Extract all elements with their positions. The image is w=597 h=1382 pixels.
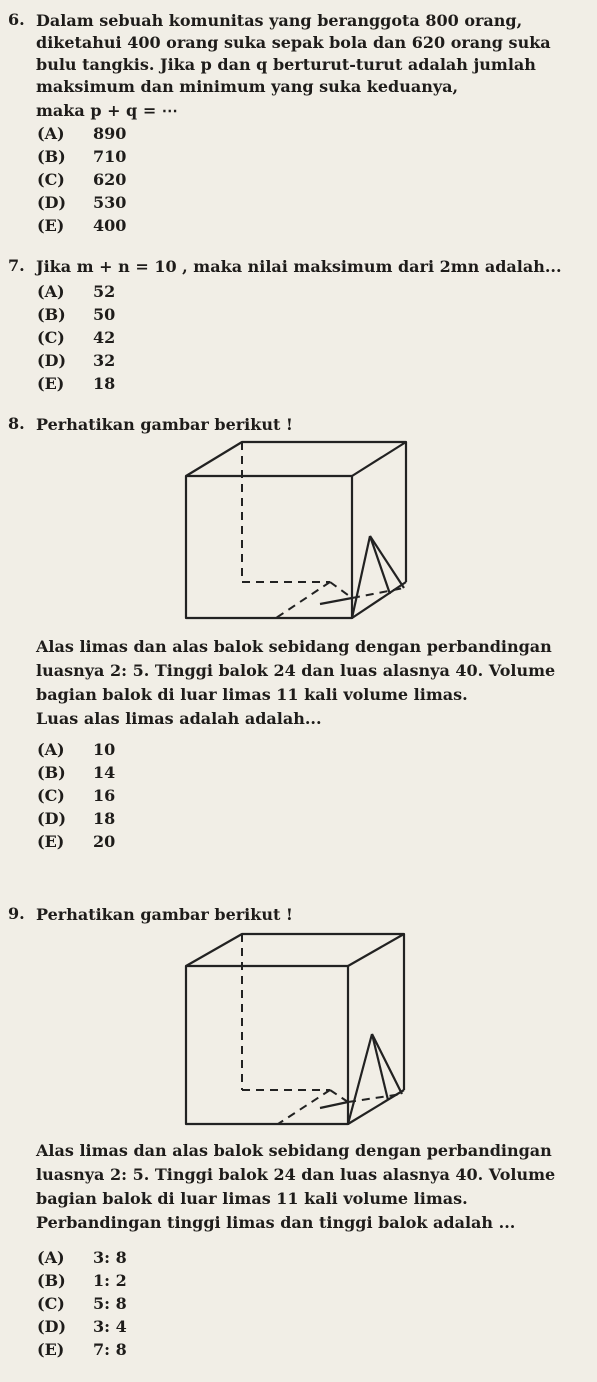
question-text-line: Perbandingan tinggi limas dan tinggi balok adalah ... xyxy=(36,1213,516,1232)
option-label: (E) xyxy=(37,374,65,393)
question-number: 7. xyxy=(8,256,25,275)
option-c[interactable] xyxy=(37,786,115,808)
question-text-line: Alas limas dan alas balok sebidang dengan perbandingan xyxy=(36,1141,552,1160)
cuboid-pyramid-diagram xyxy=(180,438,420,624)
question-text-line: luasnya 2: 5. Tinggi balok 24 dan luas alasnya 40. Volume xyxy=(36,1165,556,1184)
option-e[interactable] xyxy=(37,1340,127,1362)
option-label: (D) xyxy=(37,351,67,370)
option-label: (D) xyxy=(37,809,67,828)
option-label: (B) xyxy=(37,763,66,782)
option-label: (D) xyxy=(37,1317,67,1336)
option-label: (D) xyxy=(37,193,67,212)
option-value: 18 xyxy=(93,374,116,393)
option-d[interactable] xyxy=(37,351,115,373)
option-value: 1: 2 xyxy=(93,1271,127,1290)
option-value: 10 xyxy=(93,740,116,759)
option-label: (C) xyxy=(37,170,65,189)
option-label: (C) xyxy=(37,1294,65,1313)
option-value: 14 xyxy=(93,763,116,782)
option-value: 50 xyxy=(93,305,116,324)
option-value: 890 xyxy=(93,124,127,143)
option-value: 42 xyxy=(93,328,116,347)
question-text-line: bagian balok di luar limas 11 kali volume limas. xyxy=(36,1189,468,1208)
question-number: 9. xyxy=(8,904,25,923)
option-d[interactable] xyxy=(37,809,115,831)
option-d[interactable] xyxy=(37,1317,127,1339)
question-text-line: Dalam sebuah komunitas yang beranggota 800 orang, xyxy=(36,11,523,30)
option-a[interactable] xyxy=(37,282,115,304)
option-a[interactable] xyxy=(37,124,126,146)
option-b[interactable] xyxy=(37,305,115,327)
option-label: (E) xyxy=(37,216,65,235)
option-value: 32 xyxy=(93,351,116,370)
option-e[interactable] xyxy=(37,832,115,854)
option-label: (C) xyxy=(37,328,65,347)
option-value: 620 xyxy=(93,170,127,189)
option-c[interactable] xyxy=(37,170,126,192)
option-value: 710 xyxy=(93,147,127,166)
cuboid-pyramid-figure-8 xyxy=(180,438,420,624)
option-value: 5: 8 xyxy=(93,1294,127,1313)
question-text-line: bagian balok di luar limas 11 kali volume limas. xyxy=(36,685,468,704)
question-text-line: diketahui 400 orang suka sepak bola dan 620 orang suka xyxy=(36,33,551,52)
question-text-line: bulu tangkis. Jika p dan q berturut-turut adalah jumlah xyxy=(36,55,536,74)
option-value: 3: 4 xyxy=(93,1317,127,1336)
option-label: (C) xyxy=(37,786,65,805)
option-e[interactable] xyxy=(37,374,115,396)
option-value: 20 xyxy=(93,832,116,851)
question-intro: Perhatikan gambar berikut ! xyxy=(36,415,293,434)
option-b[interactable] xyxy=(37,763,115,785)
question-number: 8. xyxy=(8,414,25,433)
question-intro: Perhatikan gambar berikut ! xyxy=(36,905,293,924)
question-text-line: Alas limas dan alas balok sebidang dengan perbandingan xyxy=(36,637,552,656)
option-label: (A) xyxy=(37,1248,65,1267)
option-c[interactable] xyxy=(37,328,115,350)
option-label: (A) xyxy=(37,282,65,301)
question-text-line: maka p + q = ⋯ xyxy=(36,101,178,120)
option-value: 7: 8 xyxy=(93,1340,127,1359)
option-b[interactable] xyxy=(37,1271,127,1293)
option-label: (A) xyxy=(37,124,65,143)
option-value: 3: 8 xyxy=(93,1248,127,1267)
question-text-line: maksimum dan minimum yang suka keduanya, xyxy=(36,77,459,96)
option-b[interactable] xyxy=(37,147,126,169)
option-value: 16 xyxy=(93,786,116,805)
option-e[interactable] xyxy=(37,216,126,238)
option-label: (E) xyxy=(37,832,65,851)
option-value: 400 xyxy=(93,216,127,235)
cuboid-pyramid-diagram xyxy=(180,930,420,1130)
cuboid-pyramid-figure-9 xyxy=(180,930,420,1130)
option-a[interactable] xyxy=(37,1248,127,1270)
option-d[interactable] xyxy=(37,193,126,215)
option-value: 52 xyxy=(93,282,116,301)
question-number: 6. xyxy=(8,10,25,29)
option-value: 530 xyxy=(93,193,127,212)
option-label: (B) xyxy=(37,305,66,324)
option-label: (E) xyxy=(37,1340,65,1359)
question-text-line: Jika m + n = 10 , maka nilai maksimum dari 2mn adalah... xyxy=(36,257,562,276)
option-label: (B) xyxy=(37,1271,66,1290)
option-c[interactable] xyxy=(37,1294,127,1316)
question-text-line: luasnya 2: 5. Tinggi balok 24 dan luas alasnya 40. Volume xyxy=(36,661,556,680)
option-label: (B) xyxy=(37,147,66,166)
option-a[interactable] xyxy=(37,740,115,762)
question-text-line: Luas alas limas adalah adalah... xyxy=(36,709,322,728)
option-value: 18 xyxy=(93,809,116,828)
option-label: (A) xyxy=(37,740,65,759)
